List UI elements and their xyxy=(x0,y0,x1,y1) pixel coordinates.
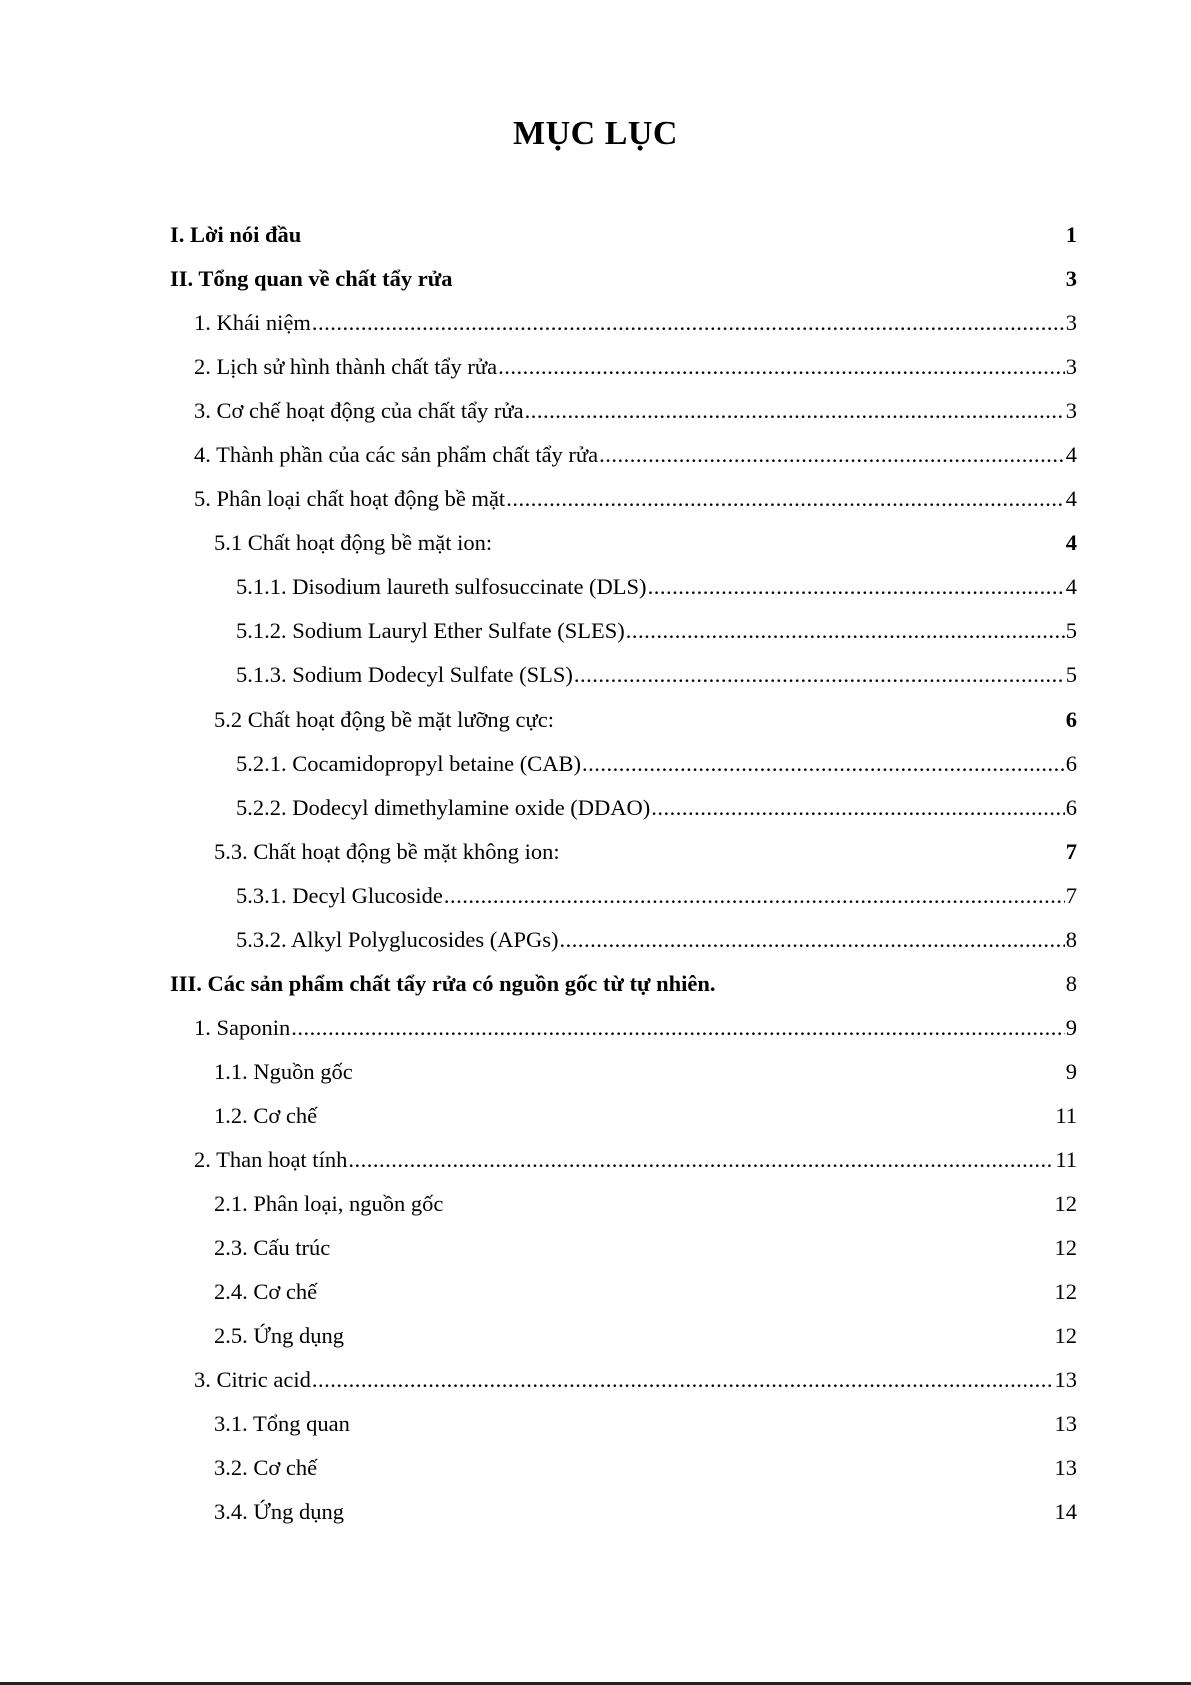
toc-entry-page: 11 xyxy=(1055,1147,1077,1172)
toc-entry-label: 5.3.2. Alkyl Polyglucosides (APGs) xyxy=(236,927,559,952)
toc-leader-dots xyxy=(498,352,1065,382)
toc-entry-label: III. Các sản phẩm chất tẩy rửa có nguồn gốc từ tự nhiên. xyxy=(170,971,716,996)
toc-leader-dots xyxy=(651,793,1064,823)
toc-entry-label: 5.1.3. Sodium Dodecyl Sulfate (SLS) xyxy=(236,662,573,687)
toc-entry-5-3[interactable] xyxy=(214,837,1077,867)
toc-entry-2-3[interactable] xyxy=(214,1233,1077,1263)
toc-entry-label: I. Lời nói đầu xyxy=(170,222,302,247)
toc-leader-dots xyxy=(626,616,1065,646)
toc-entry-page: 12 xyxy=(1054,1235,1077,1260)
toc-entry-label: 2.1. Phân loại, nguồn gốc xyxy=(214,1191,444,1216)
toc-entry-cac-san-pham[interactable] xyxy=(170,969,1077,999)
toc-entry-label: 5.2.1. Cocamidopropyl betaine (CAB) xyxy=(236,751,581,776)
toc-entry-label: 5.1 Chất hoạt động bề mặt ion: xyxy=(214,530,493,555)
toc-entry-page: 12 xyxy=(1054,1191,1077,1216)
toc-entry-5-1-2[interactable] xyxy=(236,616,1077,646)
toc-entry-label: II. Tổng quan về chất tẩy rửa xyxy=(170,266,453,291)
toc-entry-page: 4 xyxy=(1065,530,1077,555)
toc-entry-label: 1. Saponin xyxy=(194,1015,291,1040)
toc-entry-5-1[interactable] xyxy=(214,528,1077,558)
toc-entry-co-che-hoat-dong[interactable] xyxy=(194,396,1077,426)
toc-entry-5-3-1[interactable] xyxy=(236,881,1077,911)
toc-entry-label: 1.2. Cơ chế xyxy=(214,1103,318,1128)
toc-entry-5-2[interactable] xyxy=(214,705,1077,735)
toc-entry-page: 1 xyxy=(1065,222,1077,247)
toc-entry-label: 2.5. Ứng dụng xyxy=(214,1323,344,1348)
toc-entry-label: 5.2 Chất hoạt động bề mặt lưỡng cực: xyxy=(214,707,554,732)
toc-entry-page: 6 xyxy=(1065,707,1077,732)
toc-entry-page: 12 xyxy=(1054,1323,1077,1348)
toc-entry-2-4[interactable] xyxy=(214,1277,1077,1307)
toc-entry-label: 3.2. Cơ chế xyxy=(214,1455,318,1480)
toc-entry-label: 2.4. Cơ chế xyxy=(214,1279,318,1304)
toc-entry-page: 8 xyxy=(1065,927,1077,952)
toc-leader-dots xyxy=(506,484,1065,514)
toc-entry-page: 7 xyxy=(1065,883,1077,908)
toc-entry-page: 3 xyxy=(1065,354,1077,379)
toc-entry-citric-acid[interactable] xyxy=(194,1365,1077,1395)
toc-entry-page: 13 xyxy=(1054,1455,1077,1480)
toc-entry-5-2-2[interactable] xyxy=(236,793,1077,823)
toc-leader-dots xyxy=(560,925,1065,955)
toc-entry-page: 4 xyxy=(1065,442,1077,467)
toc-leader-dots xyxy=(291,1013,1064,1043)
toc-entry-page: 4 xyxy=(1065,574,1077,599)
toc-entry-page: 4 xyxy=(1065,486,1077,511)
toc-entry-phan-loai[interactable] xyxy=(194,484,1077,514)
toc-leader-dots xyxy=(312,308,1065,338)
toc-entry-1-1[interactable] xyxy=(214,1057,1077,1087)
toc-entry-page: 9 xyxy=(1065,1059,1077,1084)
toc-entry-page: 13 xyxy=(1054,1411,1077,1436)
toc-entry-label: 5.2.2. Dodecyl dimethylamine oxide (DDAO) xyxy=(236,795,651,820)
toc-entry-page: 3 xyxy=(1065,310,1077,335)
toc-entry-label: 5.1.2. Sodium Lauryl Ether Sulfate (SLES) xyxy=(236,618,625,643)
toc-entry-page: 9 xyxy=(1065,1015,1077,1040)
toc-entry-label: 1. Khái niệm xyxy=(194,310,311,335)
toc-entry-khai-niem[interactable] xyxy=(194,308,1077,338)
toc-entry-page: 13 xyxy=(1054,1367,1077,1392)
toc-entry-tong-quan[interactable] xyxy=(170,264,1077,294)
toc-entry-label: 3. Citric acid xyxy=(194,1367,311,1392)
toc-leader-dots xyxy=(648,572,1065,602)
toc-entry-page: 5 xyxy=(1065,618,1077,643)
toc-leader-dots xyxy=(599,440,1065,470)
toc-entry-lich-su[interactable] xyxy=(194,352,1077,382)
toc-entry-5-1-3[interactable] xyxy=(236,660,1077,690)
toc-entry-page: 3 xyxy=(1065,398,1077,423)
toc-entry-label: 5.3. Chất hoạt động bề mặt không ion: xyxy=(214,839,560,864)
toc-leader-dots xyxy=(582,749,1065,779)
toc-entry-5-2-1[interactable] xyxy=(236,749,1077,779)
toc-entry-than-hoat-tinh[interactable] xyxy=(194,1145,1077,1175)
toc-entry-page: 7 xyxy=(1065,839,1077,864)
toc-entry-2-5[interactable] xyxy=(214,1321,1077,1351)
toc-entry-1-2[interactable] xyxy=(214,1101,1077,1131)
toc-entry-5-1-1[interactable] xyxy=(236,572,1077,602)
page-title: MỤC LỤC xyxy=(513,115,678,152)
toc-entry-label: 4. Thành phần của các sản phẩm chất tẩy rửa xyxy=(194,442,599,467)
toc-leader-dots xyxy=(312,1365,1054,1395)
toc-entry-3-2[interactable] xyxy=(214,1453,1077,1483)
toc-entry-page: 12 xyxy=(1054,1279,1077,1304)
toc-entry-page: 3 xyxy=(1065,266,1077,291)
toc-leader-dots xyxy=(348,1145,1054,1175)
toc-entry-label: 5.1.1. Disodium laureth sulfosuccinate (DLS) xyxy=(236,574,647,599)
toc-leader-dots xyxy=(444,881,1065,911)
toc-leader-dots xyxy=(574,660,1065,690)
toc-entry-label: 2. Than hoạt tính xyxy=(194,1147,348,1172)
toc-entry-thanh-phan[interactable] xyxy=(194,440,1077,470)
toc-entry-page: 5 xyxy=(1065,662,1077,687)
toc-entry-label: 2. Lịch sử hình thành chất tẩy rửa xyxy=(194,354,498,379)
toc-leader-dots xyxy=(525,396,1065,426)
toc-entry-3-4[interactable] xyxy=(214,1497,1077,1527)
toc-entry-label: 3.1. Tổng quan xyxy=(214,1411,350,1436)
toc-entry-saponin[interactable] xyxy=(194,1013,1077,1043)
toc-entry-label: 3.4. Ứng dụng xyxy=(214,1499,344,1524)
toc-entry-label: 3. Cơ chế hoạt động của chất tẩy rửa xyxy=(194,398,524,423)
toc-entry-page: 6 xyxy=(1065,751,1077,776)
toc-entry-page: 6 xyxy=(1065,795,1077,820)
toc-entry-page: 14 xyxy=(1054,1499,1077,1524)
toc-entry-label: 1.1. Nguồn gốc xyxy=(214,1059,353,1084)
toc-entry-label: 2.3. Cấu trúc xyxy=(214,1235,331,1260)
toc-entry-2-1[interactable] xyxy=(214,1189,1077,1219)
toc-entry-loi-noi-dau[interactable] xyxy=(170,220,1077,250)
toc-entry-label: 5. Phân loại chất hoạt động bề mặt xyxy=(194,486,506,511)
toc-entry-page: 8 xyxy=(1065,971,1077,996)
toc-entry-page: 11 xyxy=(1055,1103,1077,1128)
toc-entry-3-1[interactable] xyxy=(214,1409,1077,1439)
toc-entry-label: 5.3.1. Decyl Glucoside xyxy=(236,883,443,908)
toc-entry-5-3-2[interactable] xyxy=(236,925,1077,955)
